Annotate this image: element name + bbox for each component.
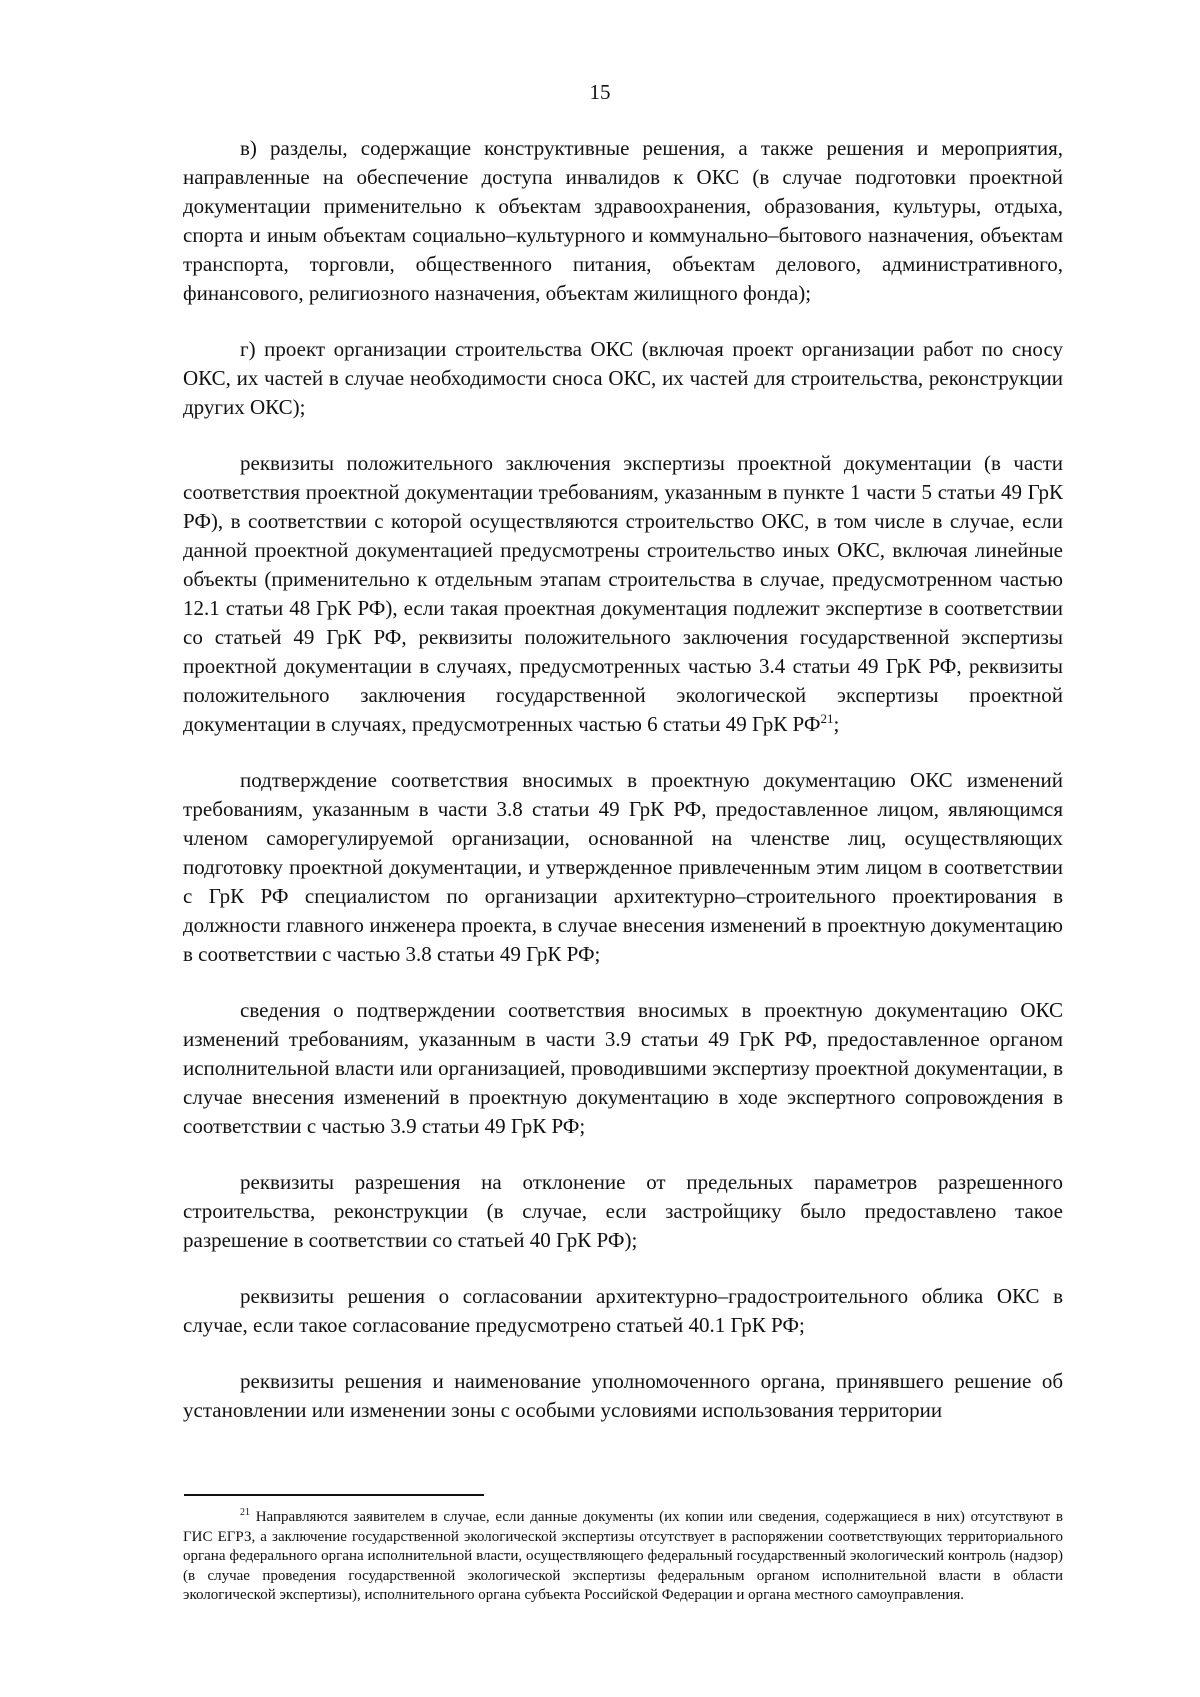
footnote-number: 21 xyxy=(240,1507,250,1518)
paragraph-changes-confirmation: подтверждение соответствия вносимых в проектную документацию ОКС изменений требованиям, указанным в части 3.8 статьи 49 ГрК РФ, предоставленное лицом, являющимся членом саморегулируемой организации, основанной на членстве лиц, осуществляющих подготовку проектной документации, и утвержденное привлеченным этим лицом в соответствии с ГрК РФ специалистом по организации архитектурно–строительного проектирования в должности главного инженера проекта, в случае внесения изменений в проектную документацию в соответствии с частью 3.8 статьи 49 ГрК РФ; xyxy=(183,768,1063,966)
footnote-reference: 21 xyxy=(820,711,834,726)
paragraph-expertise-details xyxy=(183,449,1063,739)
page-number: 15 xyxy=(589,80,611,104)
paragraph-v-sections: в) разделы, содержащие конструктивные решения, а также решения и мероприятия, направленные на обеспечение доступа инвалидов к ОКС (в случае подготовки проектной документации применительно к объектам здравоохранения, образования, культуры, отдыха, спорта и иным объектам социально–культурного и коммунально–бытового назначения, объектам транспорта, торговли, общественного питания, объектам делового, административного, финансового, религиозного назначения, объектам жилищного фонда); xyxy=(183,136,1063,305)
document-body xyxy=(183,134,1063,1452)
footnote-text: Направляются заявителем в случае, если данные документы (их копии или сведения, содержащиеся в них) отсутствуют в ГИС ЕГРЗ, а заключение государственной экологической экспертизы отсутствует в распоряжении соответствующих территориального органа федерального органа исполнительной власти, осуществляющего федеральный государственный экологический контроль (надзор) (в случае проведения государственной экологической экспертизы федеральным органом исполнительной власти в области экологической экспертизы), исполнительного органа субъекта Российской Федерации и органа местного самоуправления. xyxy=(183,1509,1063,1603)
paragraph-deviation-permit: реквизиты разрешения на отклонение от предельных параметров разрешенного строительства, реконструкции (в случае, если застройщику было предоставлено такое разрешение в соответствии со статьей 40 ГрК РФ); xyxy=(183,1170,1063,1252)
paragraph-expertise-text: реквизиты положительного заключения экспертизы проектной документации (в части соответствия проектной документации требованиям, указанным в пункте 1 части 5 статьи 49 ГрК РФ), в соответствии с которой осуществляются строительство ОКС, в том числе в случае, если данной проектной документацией предусмотрены строительство иных ОКС, включая линейные объекты (применительно к отдельным этапам строительства в случае, предусмотренном частью 12.1 статьи 48 ГрК РФ), если такая проектная документация подлежит экспертизе в соответствии со статьей 49 ГрК РФ, реквизиты положительного заключения государственной экспертизы проектной документации в случаях, предусмотренных частью 3.4 статьи 49 ГрК РФ, реквизиты положительного заключения государственной экологической экспертизы проектной документации в случаях, предусмотренных частью 6 статьи 49 ГрК РФ xyxy=(183,451,1063,736)
paragraph-architectural-appearance: реквизиты решения о согласовании архитектурно–градостроительного облика ОКС в случае, если такое согласование предусмотрено статьей 40.1 ГрК РФ; xyxy=(183,1284,1063,1337)
paragraph-g-construction-project: г) проект организации строительства ОКС (включая проект организации работ по сносу ОКС, их частей в случае необходимости сноса ОКС, их частей для строительства, реконструкции других ОКС); xyxy=(183,337,1063,419)
paragraph-expertise-tail: ; xyxy=(833,712,840,736)
paragraph-special-zone: реквизиты решения и наименование уполномоченного органа, принявшего решение об установлении или изменении зоны с особыми условиями использования территории xyxy=(183,1369,1063,1422)
footnote-separator xyxy=(184,1494,484,1496)
footnote xyxy=(183,1508,1063,1606)
paragraph-changes-information: сведения о подтверждении соответствия вносимых в проектную документацию ОКС изменений требованиям, указанным в части 3.9 статьи 49 ГрК РФ, предоставленное органом исполнительной власти или организацией, проводившими экспертизу проектной документации, в случае внесения изменений в проектную документацию в ходе экспертного сопровождения в соответствии с частью 3.9 статьи 49 ГрК РФ; xyxy=(183,998,1063,1138)
